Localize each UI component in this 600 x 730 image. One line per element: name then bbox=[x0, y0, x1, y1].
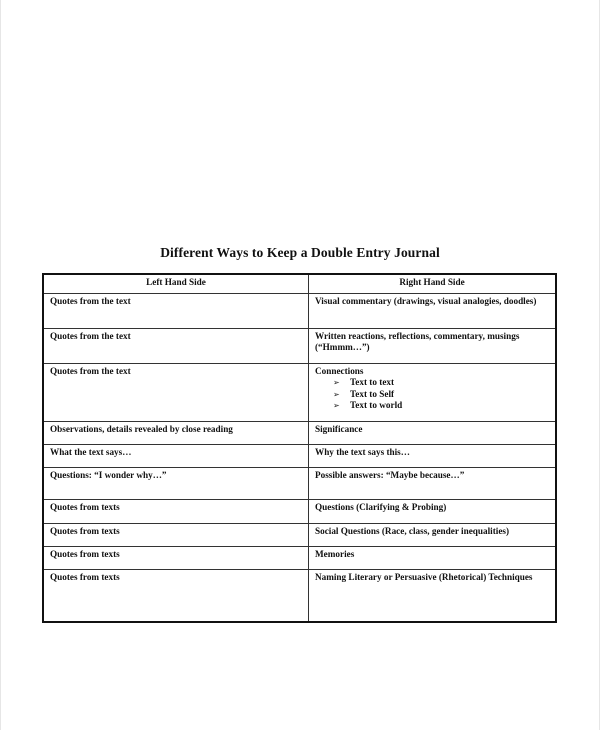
table-row bbox=[44, 329, 555, 364]
left-cell: Quotes from texts bbox=[44, 547, 309, 570]
right-cell: Visual commentary (drawings, visual analogies, doodles) bbox=[309, 294, 556, 329]
list-item bbox=[333, 400, 549, 411]
right-cell: Memories bbox=[309, 547, 556, 570]
right-cell bbox=[309, 364, 556, 422]
right-cell: Why the text says this… bbox=[309, 445, 556, 468]
list-item-text: Text to text bbox=[350, 377, 395, 388]
left-cell: Quotes from texts bbox=[44, 524, 309, 547]
journal-table bbox=[42, 273, 557, 623]
left-cell: Observations, details revealed by close reading bbox=[44, 422, 309, 445]
journal-table-grid bbox=[44, 275, 555, 621]
arrowhead-bullet-icon: ➢ bbox=[333, 389, 340, 399]
right-cell: Social Questions (Race, class, gender inequalities) bbox=[309, 524, 556, 547]
arrowhead-bullet-icon: ➢ bbox=[333, 378, 340, 388]
left-cell: Quotes from the text bbox=[44, 364, 309, 422]
table-row bbox=[44, 570, 555, 622]
list-item-text: Text to Self bbox=[350, 388, 395, 399]
left-cell: What the text says… bbox=[44, 445, 309, 468]
right-cell: Naming Literary or Persuasive (Rhetorical) Techniques bbox=[309, 570, 556, 622]
table-row bbox=[44, 422, 555, 445]
connections-list bbox=[315, 377, 549, 411]
left-cell: Quotes from the text bbox=[44, 294, 309, 329]
table-row bbox=[44, 294, 555, 329]
left-cell: Questions: “I wonder why…” bbox=[44, 468, 309, 500]
table-row bbox=[44, 445, 555, 468]
connections-heading: Connections bbox=[315, 366, 364, 376]
table-row bbox=[44, 547, 555, 570]
table-row bbox=[44, 500, 555, 524]
table-row bbox=[44, 468, 555, 500]
left-cell: Quotes from texts bbox=[44, 500, 309, 524]
header-right-hand-side: Right Hand Side bbox=[309, 275, 556, 294]
table-header-row bbox=[44, 275, 555, 294]
list-item bbox=[333, 389, 549, 400]
right-cell: Significance bbox=[309, 422, 556, 445]
right-cell: Possible answers: “Maybe because…” bbox=[309, 468, 556, 500]
page-title: Different Ways to Keep a Double Entry Journal bbox=[160, 245, 440, 260]
right-cell: Written reactions, reflections, commentary, musings (“Hmmm…”) bbox=[309, 329, 556, 364]
table-row bbox=[44, 364, 555, 422]
left-cell: Quotes from texts bbox=[44, 570, 309, 622]
table-row bbox=[44, 524, 555, 547]
right-cell: Questions (Clarifying & Probing) bbox=[309, 500, 556, 524]
left-cell: Quotes from the text bbox=[44, 329, 309, 364]
header-left-hand-side: Left Hand Side bbox=[44, 275, 309, 294]
list-item-text: Text to world bbox=[350, 400, 403, 411]
list-item bbox=[333, 377, 549, 388]
arrowhead-bullet-icon: ➢ bbox=[333, 401, 340, 411]
